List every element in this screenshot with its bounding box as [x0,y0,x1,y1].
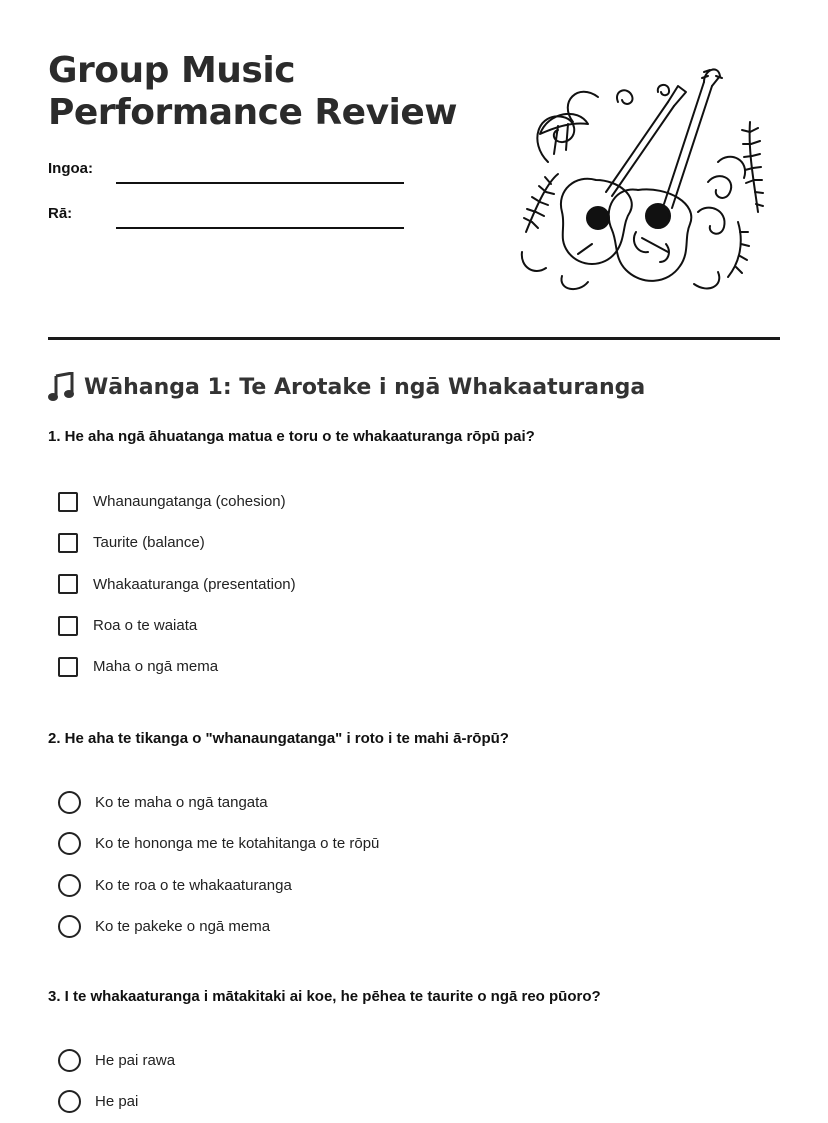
option-label: Ko te pakeke o ngā mema [95,918,271,936]
q1-option[interactable] [58,481,296,522]
q1-option[interactable] [58,605,296,646]
question-3: 3. I te whakaaturanga i mātakitaki ai koe, he pēhea te taurite o ngā reo pūoro? [48,988,601,1005]
checkbox[interactable] [58,657,78,677]
music-note-icon [48,372,74,402]
option-label: He pai [95,1093,139,1111]
guitar-illustration-icon [518,62,766,298]
q1-option[interactable] [58,522,296,563]
question-1: 1. He aha ngā āhuatanga matua e toru o te whakaaturanga rōpū pai? [48,428,535,445]
option-label: Roa o te waiata [93,617,198,635]
radio-button[interactable] [58,915,81,938]
radio-button[interactable] [58,791,81,814]
date-field[interactable] [48,205,404,223]
option-label: Maha o ngā mema [93,658,219,676]
question-1-options [58,481,296,687]
option-label: Ko te maha o ngā tangata [95,794,268,812]
q2-option[interactable] [58,865,379,906]
radio-button[interactable] [58,1090,81,1113]
radio-button[interactable] [58,832,81,855]
name-input-line[interactable] [116,182,404,184]
title-line-2: Performance Review [48,92,458,133]
q1-option[interactable] [58,646,296,687]
q2-option[interactable] [58,823,379,864]
option-label: Whakaaturanga (presentation) [93,575,296,593]
question-2: 2. He aha te tikanga o "whanaungatanga" i roto i te mahi ā-rōpū? [48,730,509,747]
option-label: Ko te hononga me te kotahitanga o te rōpū [95,835,380,853]
section-1-heading [48,372,645,402]
radio-button[interactable] [58,1049,81,1072]
option-label: Taurite (balance) [93,534,205,552]
option-label: He pai rawa [95,1052,176,1070]
checkbox[interactable] [58,574,78,594]
q1-option[interactable] [58,564,296,605]
name-label: Ingoa: [48,160,93,177]
page-title [48,50,457,134]
date-label: Rā: [48,205,73,222]
q3-option[interactable] [58,1040,175,1081]
checkbox[interactable] [58,616,78,636]
checkbox[interactable] [58,533,78,553]
date-input-line[interactable] [116,227,404,229]
section-1-title: Wāhanga 1: Te Arotake i ngā Whakaaturanga [84,374,646,400]
radio-button[interactable] [58,874,81,897]
option-label: Whanaungatanga (cohesion) [93,493,286,511]
name-field[interactable] [48,160,404,178]
title-line-1: Group Music [48,50,296,91]
question-3-options [58,1040,175,1123]
q2-option[interactable] [58,906,379,947]
q3-option[interactable] [58,1081,175,1122]
q2-option[interactable] [58,782,379,823]
option-label: Ko te roa o te whakaaturanga [95,876,292,894]
question-2-options [58,782,379,947]
section-divider [48,337,780,340]
checkbox[interactable] [58,492,78,512]
